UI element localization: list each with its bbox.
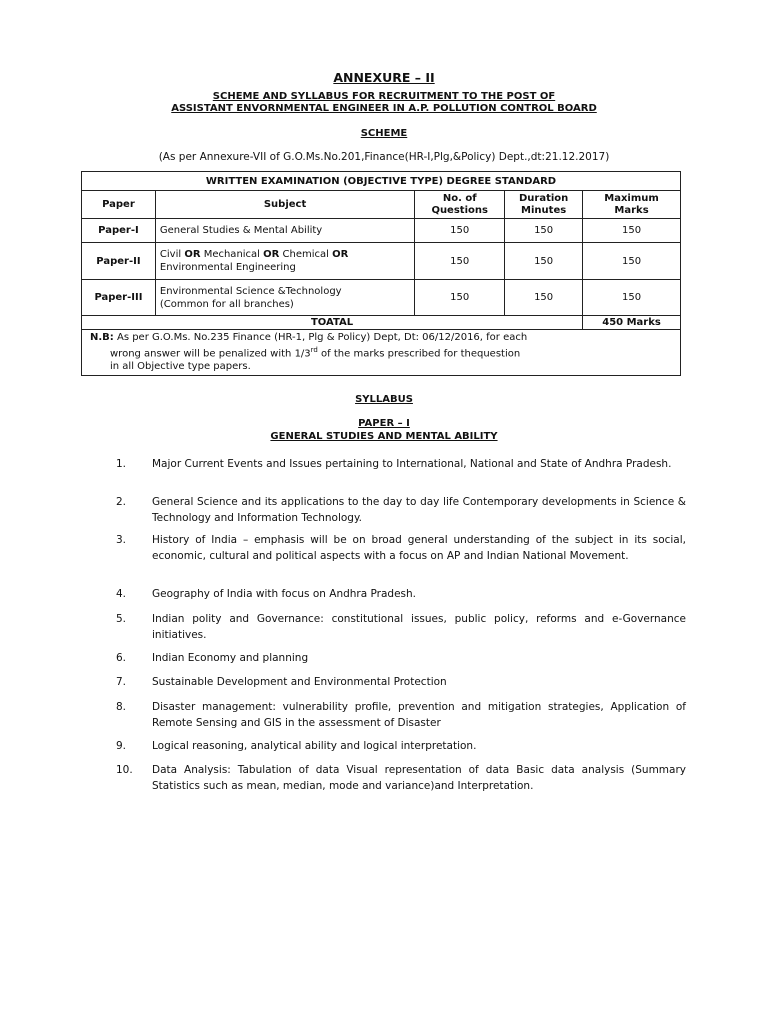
item-text: Indian polity and Governance: constitutional issues, public policy, reforms and e-Governance initiatives. [152,613,686,641]
exam-scheme-table [81,171,681,376]
total-label: TOATAL [82,316,583,330]
col-header-questions: No. of Questions [415,191,505,219]
table-heading: WRITTEN EXAMINATION (OBJECTIVE TYPE) DEGREE STANDARD [82,172,681,191]
questions-cell: 150 [415,280,505,316]
item-text: Data Analysis: Tabulation of data Visual representation of data Basic data analysis (Summary Statistics such as mean, median, mode and variance)and Interpretation. [152,764,686,792]
subject-text: Environmental Science &Technology [159,285,342,297]
note-row [82,330,681,376]
paper-heading: PAPER – I [358,418,410,429]
or-keyword: OR [184,249,201,260]
item-number: 9. [116,740,127,752]
annexure-title: ANNEXURE – II [333,70,435,85]
questions-cell: 150 [415,219,505,243]
questions-cell: 150 [415,243,505,280]
scheme-heading: SCHEME [360,128,408,139]
penalty-note [82,330,681,376]
or-keyword: OR [332,249,349,260]
paper-title: GENERAL STUDIES AND MENTAL ABILITY [270,431,498,442]
item-number: 10. [116,764,133,776]
syllabus-heading: SYLLABUS [355,394,413,405]
note-line1: As per G.O.Ms. No.235 Finance (HR-1, Plg & Policy) Dept, Dt: 06/12/2016, for each [113,332,528,343]
subject-text-line2: Environmental Engineering [159,262,296,273]
col-header-marks: Maximum Marks [583,191,681,219]
table-row [82,243,681,280]
table-header-row [82,191,681,219]
marks-cell: 150 [583,243,681,280]
item-number: 5. [116,613,127,625]
subject-text: Mechanical [200,249,264,260]
item-text: Disaster management: vulnerability profile, prevention and mitigation strategies, Application of Remote Sensing and GIS in the assessment of Disaster [152,701,686,729]
col-header-subject: Subject [155,191,414,219]
marks-cell: 150 [583,280,681,316]
marks-cell: 150 [583,219,681,243]
item-number: 2. [116,496,127,508]
note-line2-b: of the marks prescribed for thequestion [317,348,521,360]
paper-cell: Paper-II [82,243,156,280]
item-text: Major Current Events and Issues pertaining to International, National and State of Andhra Pradesh. [152,458,672,470]
item-text: Indian Economy and planning [152,652,309,664]
subject-text: Civil [159,249,185,260]
col-header-duration: Duration Minutes [505,191,583,219]
item-text: Logical reasoning, analytical ability and logical interpretation. [152,740,477,752]
item-number: 4. [116,588,127,600]
item-number: 3. [116,534,127,546]
duration-cell: 150 [505,219,583,243]
reference-note: (As per Annexure-VII of G.O.Ms.No.201,Finance(HR-I,Plg,&Policy) Dept.,dt:21.12.2017) [158,151,610,163]
note-line3: in all Objective type papers. [110,361,251,373]
document-subtitle-line2: ASSISTANT ENVORNMENTAL ENGINEER IN A.P. POLLUTION CONTROL BOARD [171,103,597,114]
item-number: 8. [116,701,127,713]
note-label: N.B: [90,332,114,343]
duration-cell: 150 [505,280,583,316]
table-row [82,280,681,316]
subject-cell [155,243,414,280]
item-text: General Science and its applications to the day to day life Contemporary developments in Science & Technology and Information Technology. [152,496,686,524]
item-number: 7. [116,676,127,688]
subject-text-line2: (Common for all branches) [159,298,294,310]
document-subtitle-line1: SCHEME AND SYLLABUS FOR RECRUITMENT TO THE POST OF [212,91,556,102]
note-line2 [90,344,676,360]
paper-cell: Paper-I [82,219,156,243]
subject-cell: General Studies & Mental Ability [155,219,414,243]
col-header-paper: Paper [82,191,156,219]
or-keyword: OR [263,249,280,260]
item-number: 6. [116,652,127,664]
item-text: History of India – emphasis will be on broad general understanding of the subject in its social, economic, cultural and political aspects with a focus on AP and Indian National Movement. [152,534,686,562]
duration-cell: 150 [505,243,583,280]
item-number: 1. [116,458,127,470]
subject-text: Chemical [279,249,333,260]
note-line2-a: wrong answer will be penalized with 1/3 [110,348,311,360]
paper-cell: Paper-III [82,280,156,316]
subject-cell [155,280,414,316]
total-value: 450 Marks [583,316,681,330]
total-row [82,316,681,330]
item-text: Geography of India with focus on Andhra Pradesh. [152,588,416,600]
note-superscript: rd [310,346,318,354]
table-row [82,219,681,243]
item-text: Sustainable Development and Environmental Protection [152,676,447,688]
